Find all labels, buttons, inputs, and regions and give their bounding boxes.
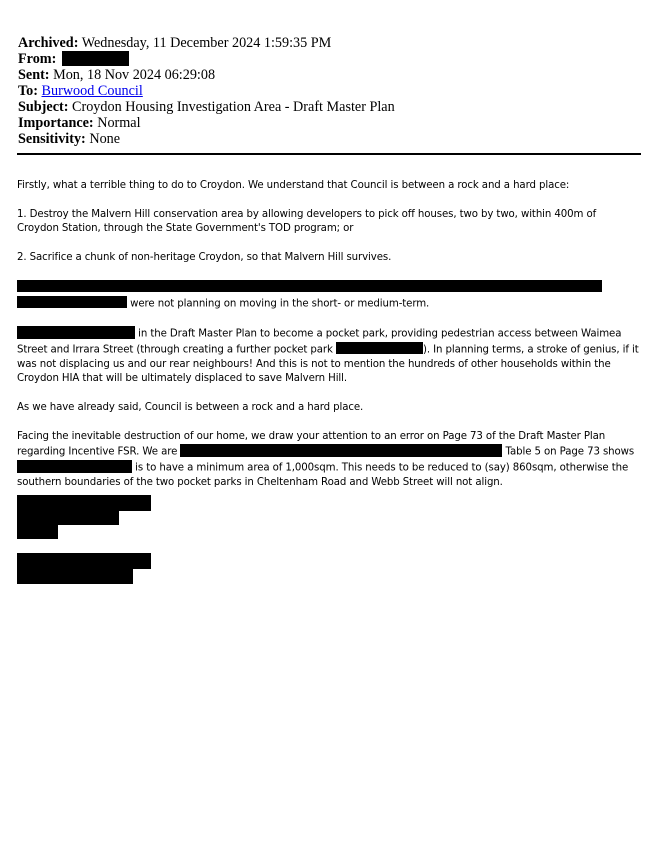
paragraph-option-2: 2. Sacrifice a chunk of non-heritage Croydon, so that Malvern Hill survives.: [17, 252, 392, 263]
redacted-signature: [17, 569, 133, 584]
header-divider: [17, 153, 641, 155]
paragraph-option-1: 1. Destroy the Malvern Hill conservation area by allowing developers to pick off houses, two by two, within 400m of Croydon Station, through the State Government's TOD program; or: [17, 208, 597, 235]
paragraph-incentive-fsr-text-b: Table 5 on Page 73 shows: [505, 446, 635, 458]
redacted-text: [336, 342, 423, 355]
paragraph-pocket-park: [17, 326, 641, 387]
redacted-signature: [17, 525, 58, 539]
sent-value: Mon, 18 Nov 2024 06:29:08: [53, 67, 216, 83]
subject-row: [18, 99, 395, 115]
redacted-text: [180, 444, 502, 457]
importance-label: Importance:: [18, 115, 94, 131]
paragraph-pocket-park-text-b: ). In planning terms, a stroke of genius, if it was not displacing us and our rear neighbours! And this is not to mention the hundreds of other households within the Croydon HIA that will be ultimately displaced to save Malvern Hill.: [17, 344, 639, 385]
email-header: [18, 35, 395, 147]
redacted-signature: [17, 495, 151, 511]
archived-row: [18, 35, 395, 51]
subject-value: Croydon Housing Investigation Area - Draft Master Plan: [72, 99, 395, 115]
redacted-text: [17, 326, 135, 339]
redacted-sender: [62, 51, 129, 66]
importance-value: Normal: [97, 115, 141, 131]
redacted-text: [17, 280, 602, 293]
paragraph-intro: Firstly, what a terrible thing to do to Croydon. We understand that Council is between a rock and a hard place:: [17, 180, 570, 191]
sensitivity-label: Sensitivity:: [18, 131, 86, 147]
to-label: To:: [18, 83, 38, 99]
sent-row: [18, 67, 395, 83]
sent-label: Sent:: [18, 67, 50, 83]
paragraph-moving: [17, 296, 641, 312]
archived-label: Archived:: [18, 35, 79, 51]
redacted-text: [17, 460, 132, 473]
archived-value: Wednesday, 11 December 2024 1:59:35 PM: [81, 35, 332, 51]
sensitivity-value: None: [89, 131, 121, 147]
from-row: [18, 51, 395, 67]
redacted-signature: [17, 553, 151, 569]
redacted-text: [17, 296, 127, 309]
paragraph-redacted-line: [17, 280, 641, 296]
paragraph-pocket-park-text-a: in the Draft Master Plan to become a pocket park, providing pedestrian access between Waimea Street and Irrara Street (through creating a further pocket park: [17, 328, 622, 356]
paragraph-incentive-fsr: [17, 430, 641, 491]
paragraph-rock-hard-place: As we have already said, Council is between a rock and a hard place.: [17, 402, 364, 414]
subject-label: Subject:: [18, 99, 69, 115]
redacted-signature: [17, 511, 119, 525]
email-body: [17, 179, 641, 490]
from-label: From:: [18, 51, 57, 67]
sensitivity-row: [18, 131, 395, 147]
paragraph-moving-text: were not planning on moving in the short- or medium-term.: [130, 298, 430, 310]
to-row: [18, 83, 395, 99]
paragraph-incentive-fsr-text-c: is to have a minimum area of 1,000sqm. This needs to be reduced to (say) 860sqm, otherwise the southern boundaries of the two pocket parks in Cheltenham Road and Webb Street will not align.: [17, 462, 629, 489]
paragraph-incentive-fsr-text-a: Facing the inevitable destruction of our home, we draw your attention to an error on Page 73 of the Draft Master Plan regarding Incentive FSR. We are: [17, 430, 606, 458]
importance-row: [18, 115, 395, 131]
to-link[interactable]: Burwood Council: [41, 83, 143, 99]
